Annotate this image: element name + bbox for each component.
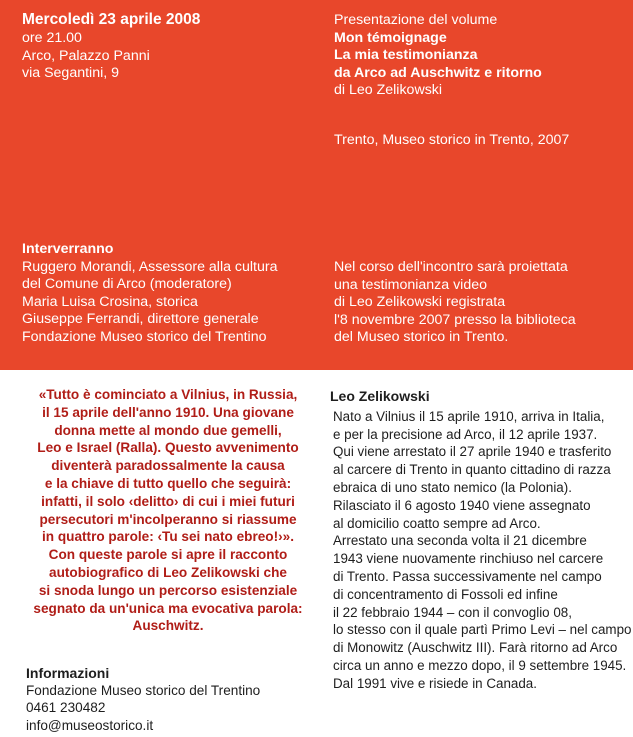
biography-line: Rilasciato il 6 agosto 1940 viene assegnato — [333, 497, 591, 513]
biography-line: il 22 febbraio 1944 – con il convoglio 08, — [333, 604, 572, 620]
quote-line: e la chiave di tutto quello che seguirà: — [44, 475, 292, 491]
quote-line: il 15 aprile dell'anno 1910. Una giovane — [42, 404, 294, 420]
event-address: via Segantini, 9 — [22, 65, 120, 81]
biography-line: al domicilio coatto sempre ad Arco. — [333, 515, 541, 531]
book-presentation — [334, 12, 542, 100]
book-quote — [18, 386, 318, 635]
biography — [330, 388, 630, 693]
event-time: ore 21.00 — [22, 30, 82, 46]
biography-line: Qui viene arrestato il 27 aprile 1940 e trasferito — [333, 444, 612, 460]
biography-line: Arrestato una seconda volta il 21 dicembre — [333, 533, 587, 549]
quote-line: Con queste parole si apre il racconto — [48, 547, 288, 563]
quote-line: «Tutto è cominciato a Vilnius, in Russia, — [38, 387, 298, 402]
video-projection-note — [334, 259, 576, 347]
quote-line: donna mette al mondo due gemelli, — [54, 422, 282, 438]
event-details — [22, 10, 200, 83]
biography-body — [330, 408, 630, 693]
quote-line: diventerà paradossalmente la causa — [51, 458, 285, 474]
speaker-line: Fondazione Museo storico del Trentino — [22, 328, 267, 345]
biography-line: Nato a Vilnius il 15 aprile 1910, arriva in Italia, — [333, 408, 605, 424]
presentation-intro: Presentazione del volume — [334, 12, 498, 28]
quote-line: persecutori m'incolperanno si riassume — [39, 511, 297, 527]
quote-line: segnato da un'unica ma evocativa parola: — [33, 600, 303, 616]
biography-line: di concentramento di Fossoli ed infine — [333, 586, 558, 602]
speaker-line: del Comune di Arco (moderatore) — [22, 276, 232, 292]
book-title-line: Mon témoignage — [334, 29, 447, 46]
quote-line: autobiografico di Leo Zelikowski che — [49, 564, 287, 580]
book-author: di Leo Zelikowski — [334, 82, 443, 98]
quote-line: Leo e Israel (Ralla). Questo avvenimento — [37, 440, 299, 456]
speakers-list — [22, 241, 278, 346]
info-heading: Informazioni — [26, 665, 110, 681]
speaker-line: Maria Luisa Crosina, storica — [22, 293, 198, 310]
speaker-line: Ruggero Morandi, Assessore alla cultura — [22, 258, 278, 275]
biography-line: e per la precisione ad Arco, il 12 aprile 1937. — [333, 426, 598, 442]
projection-line: una testimonianza video — [334, 276, 488, 293]
event-place: Arco, Palazzo Panni — [22, 47, 150, 64]
book-publication — [334, 132, 569, 150]
biography-line: Dal 1991 vive e risiede in Canada. — [333, 675, 537, 691]
quote-line: in quattro parole: ‹Tu sei nato ebreo!›». — [41, 529, 294, 545]
quote-line: infatti, il solo ‹delitto› di cui i miei futuri — [41, 493, 295, 509]
info-organization: Fondazione Museo storico del Trentino — [26, 683, 261, 699]
biography-line: 1943 viene nuovamente rinchiuso nel carcere — [333, 551, 604, 567]
speakers-heading: Interverranno — [22, 241, 114, 257]
biography-line: lo stesso con il quale partì Primo Levi – nel campo — [333, 622, 632, 638]
book-title-line: da Arco ad Auschwitz e ritorno — [334, 64, 542, 81]
event-date: Mercoledì 23 aprile 2008 — [22, 11, 201, 28]
contact-info — [26, 665, 260, 734]
quote-line: Auschwitz. — [132, 618, 204, 634]
info-email: info@museostorico.it — [26, 717, 154, 733]
biography-line: di Trento. Passa successivamente nel campo — [333, 568, 602, 584]
book-title-line: La mia testimonianza — [334, 47, 478, 63]
biography-line: al carcere di Trento in quanto cittadino di razza — [333, 462, 611, 478]
projection-line: l'8 novembre 2007 presso la biblioteca — [334, 311, 576, 328]
publication-info: Trento, Museo storico in Trento, 2007 — [334, 132, 570, 148]
projection-line: del Museo storico in Trento. — [334, 329, 509, 345]
projection-line: di Leo Zelikowski registrata — [334, 294, 506, 310]
biography-line: ebraica di uno stato nemico (la Polonia). — [333, 479, 572, 495]
projection-line: Nel corso dell'incontro sarà proiettata — [334, 259, 568, 275]
biography-line: di Monowitz (Auschwitz III). Farà ritorno ad Arco — [333, 640, 618, 656]
biography-line: circa un anno e mezzo dopo, il 9 settembre 1945. — [333, 657, 627, 673]
quote-line: si snoda lungo un percorso esistenziale — [38, 582, 298, 598]
info-phone: 0461 230482 — [26, 700, 106, 716]
speaker-line: Giuseppe Ferrandi, direttore generale — [22, 311, 259, 327]
biography-heading: Leo Zelikowski — [330, 388, 430, 404]
